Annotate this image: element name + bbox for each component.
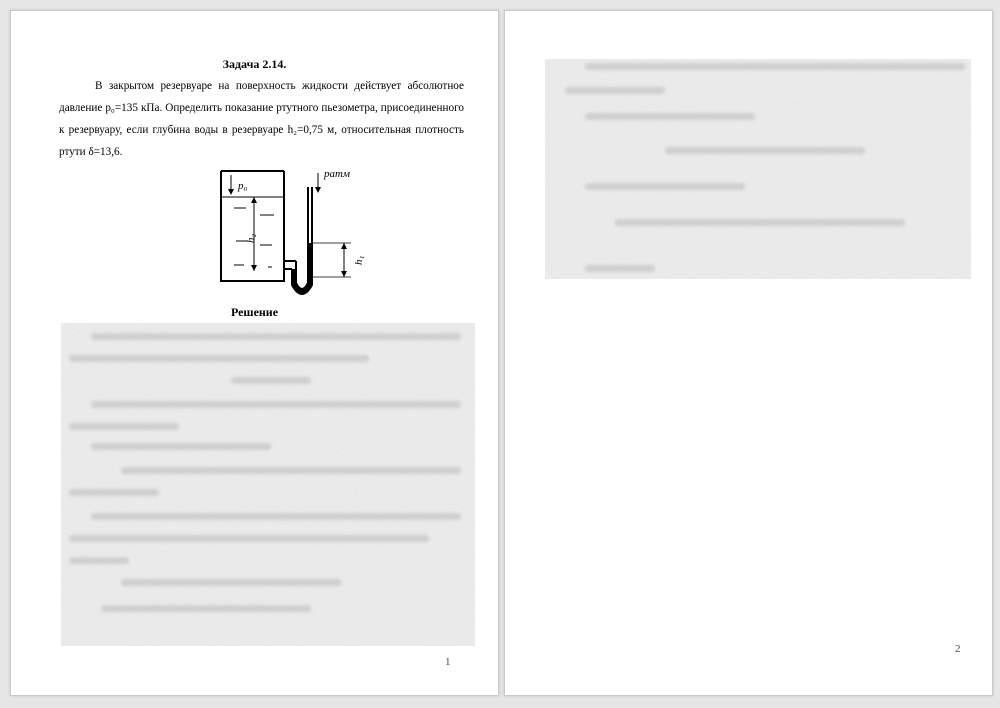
blurred-line	[91, 513, 461, 520]
blurred-line	[69, 489, 159, 496]
tank-piezometer-figure	[216, 163, 376, 303]
label-h2: h₂	[245, 233, 257, 243]
blurred-line	[69, 535, 429, 542]
label-p0: p₀	[238, 180, 248, 192]
blurred-line	[91, 443, 271, 450]
blurred-line	[585, 265, 655, 272]
blurred-line	[565, 87, 665, 94]
blurred-solution-text	[61, 323, 475, 646]
blurred-line	[585, 63, 965, 70]
blurred-solution-continuation	[545, 59, 971, 279]
document-page-1	[10, 10, 499, 696]
document-page-2	[504, 10, 993, 696]
blurred-line	[585, 113, 755, 120]
blurred-line	[101, 605, 311, 612]
task-title: Задача 2.14.	[222, 57, 287, 71]
blurred-line	[615, 219, 905, 226]
blurred-line	[91, 401, 461, 408]
page-number: 1	[445, 656, 451, 668]
blurred-line	[91, 333, 461, 340]
blurred-line	[69, 557, 129, 564]
blurred-line	[69, 355, 369, 362]
blurred-line	[121, 579, 341, 586]
blurred-line	[665, 147, 865, 154]
blurred-line	[231, 377, 311, 384]
label-patm: pатм	[324, 168, 350, 180]
label-h1: h₁	[353, 255, 365, 265]
blurred-line	[121, 467, 461, 474]
task-statement	[59, 75, 464, 163]
task-paragraph: В закрытом резервуаре на поверхность жидкости действует абсолютное давление p₀=135 кПа. Определить показание ртутного пьезометра, присоединенного к резервуару, если глубина воды в резервуаре h₂=0,75 м, относительная плотность ртути δ=13,6.	[59, 80, 464, 158]
blurred-line	[585, 183, 745, 190]
page-number: 2	[955, 643, 961, 655]
blurred-line	[69, 423, 179, 430]
noise-overlay	[61, 323, 475, 646]
solution-heading: Решение	[230, 305, 279, 319]
